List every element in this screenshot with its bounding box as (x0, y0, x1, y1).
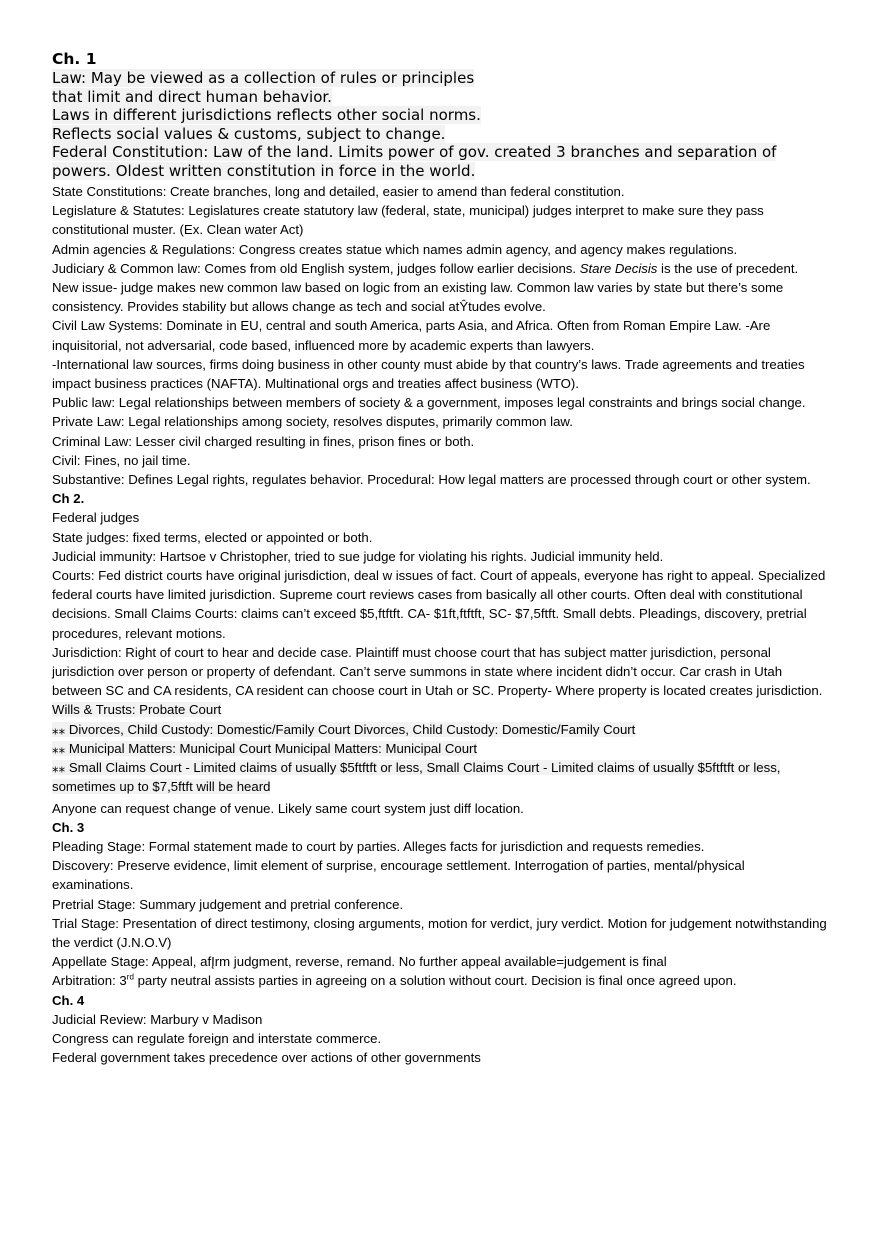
substantive-procedural-note: Substantive: Defines Legal rights, regulates behavior. Procedural: How legal matters are processed through court or other system. (52, 472, 811, 488)
judicial-review-note: Judicial Review: Marbury v Madison (52, 1011, 263, 1027)
congress-commerce-note: Congress can regulate foreign and interstate commerce. (52, 1030, 382, 1046)
public-private-law-note: Public law: Legal relationships between members of society & a government, imposes legal constraints and brings social change. Private Law: Legal relationships among society, resolves disputes, primarily common law. (52, 395, 806, 430)
law-definition-line-1: Law: May be viewed as a collection of rules or principles (52, 69, 475, 87)
chapter-3-heading: Ch. 3 (52, 819, 85, 835)
discovery-note: Discovery: Preserve evidence, limit element of surprise, encourage settlement. Interrogation of parties, mental/physical examinations. (52, 858, 745, 893)
jurisdiction-text: Jurisdiction: Right of court to hear and decide case. Plaintiff must choose court that has subject matter jurisdiction, personal jurisdiction over person or property of defendant. Can’t serve summons in state where incident didn’t occur. Car crash in Utah between SC and CA residents, CA resident can choose court in Utah or SC. Property- Where property is located creates jurisdiction. (52, 644, 823, 699)
appellate-stage-note: Appellate Stage: Appeal, afĮrm judgment, reverse, remand. No further appeal available=judgement is final (52, 954, 667, 970)
pretrial-stage-note: Pretrial Stage: Summary judgement and pretrial conference. (52, 896, 404, 912)
trial-stage-note: Trial Stage: Presentation of direct testimony, closing arguments, motion for verdict, jury verdict. Motion for judgement notwithstanding the verdict (J.N.O.V) (52, 915, 827, 950)
criminal-law-note: Criminal Law: Lesser civil charged resulting in fines, prison fines or both. (52, 433, 475, 449)
arbitration-note (52, 971, 828, 990)
wills-trusts-note: Wills & Trusts: Probate Court (52, 702, 222, 718)
municipal-note: ⁎⁎ Municipal Matters: Municipal Court Municipal Matters: Municipal Court (52, 740, 478, 756)
civil-note: Civil: Fines, no jail time. (52, 452, 191, 468)
pleading-stage-note: Pleading Stage: Formal statement made to court by parties. Alleges facts for jurisdiction and requests remedies. (52, 838, 705, 854)
divorces-note: ⁎⁎ Divorces, Child Custody: Domestic/Family Court Divorces, Child Custody: Domestic/Family Court (52, 721, 636, 737)
reflects-values-note: Reflects social values & customs, subject to change. (52, 124, 446, 143)
change-of-venue-note: Anyone can request change of venue. Likely same court system just diff location. (52, 800, 524, 816)
jurisdiction-note (52, 643, 828, 720)
arbitration-superscript: rd (126, 972, 134, 982)
judiciary-text-b: is the use of precedent. New issue- judge makes new common law based on logic from an existing law. Common law varies by state but there’s some consistency. Provides stability but allows change as tech and social atŶtudes evolve. (52, 260, 799, 315)
state-judges-note: State judges: fixed terms, elected or appointed or both. (52, 529, 373, 545)
civil-law-systems-note: Civil Law Systems: Dominate in EU, central and south America, parts Asia, and Africa. Often from Roman Empire Law. -Are inquisitorial, not adversarial, code based, influenced more by academic experts than lawyers. (52, 318, 771, 353)
laws-jurisdictions-note: Laws in different jurisdictions reflects other social norms. (52, 106, 481, 124)
stare-decisis-term: Stare Decisis (579, 260, 658, 276)
law-definition (52, 69, 828, 106)
courts-note: Courts: Fed district courts have original jurisdiction, deal w issues of fact. Court of appeals, everyone has right to appeal. Specialized federal courts have limited jurisdiction. Supreme court reviews cases from basically all other courts. Often deal with constitutional decisions. Small Claims Courts: claims can’t exceed $5,ftftft. CA- $1ft,ftftft, SC- $7,5ftft. Small debts. Pleadings, discovery, pretrial procedures, relevant motions. (52, 568, 826, 641)
international-law-note: -International law sources, firms doing business in other county must abide by that country’s laws. Trade agreements and treaties impact business practices (NAFTA). Multinational orgs and treaties affect business (WTO). (52, 356, 805, 392)
law-definition-line-2: that limit and direct human behavior. (52, 87, 332, 106)
chapter-1-heading: Ch. 1 (52, 50, 97, 68)
judiciary-text-a: Judiciary & Common law: Comes from old English system, judges follow earlier decisions. (52, 260, 580, 276)
legislature-note: Legislature & Statutes: Legislatures create statutory law (federal, state, municipal) judges interpret to make sure they pass constitutional muster. (Ex. Clean water Act) (52, 203, 764, 238)
chapter-2-heading: Ch 2. (52, 491, 85, 507)
admin-agencies-note: Admin agencies & Regulations: Congress creates statue which names admin agency, and agency makes regulations. (52, 241, 738, 257)
state-constitutions-note: State Constitutions: Create branches, long and detailed, easier to amend than federal constitution. (52, 184, 625, 199)
federal-judges-note: Federal judges (52, 510, 140, 526)
federal-precedence-note: Federal government takes precedence over actions of other governments (52, 1050, 481, 1066)
small-claims-note: ⁎⁎ Small Claims Court - Limited claims of usually $5ftftft or less, Small Claims Court - Limited claims of usually $5ftftft or less, sometimes up to $7,5ftft will be heard (52, 760, 781, 795)
arbitration-text-b: party neutral assists parties in agreeing on a solution without court. Decision is final once agreed upon. (133, 973, 737, 989)
chapter-4-heading: Ch. 4 (52, 992, 85, 1008)
judicial-immunity-note: Judicial immunity: Hartsoe v Christopher, tried to sue judge for violating his rights. Judicial immunity held. (52, 548, 664, 564)
arbitration-text-a: Arbitration: 3 (52, 973, 127, 989)
federal-constitution-note: Federal Constitution: Law of the land. Limits power of gov. created 3 branches and separation of powers. Oldest written constitution in force in the world. (52, 143, 777, 180)
judiciary-note (52, 259, 828, 317)
